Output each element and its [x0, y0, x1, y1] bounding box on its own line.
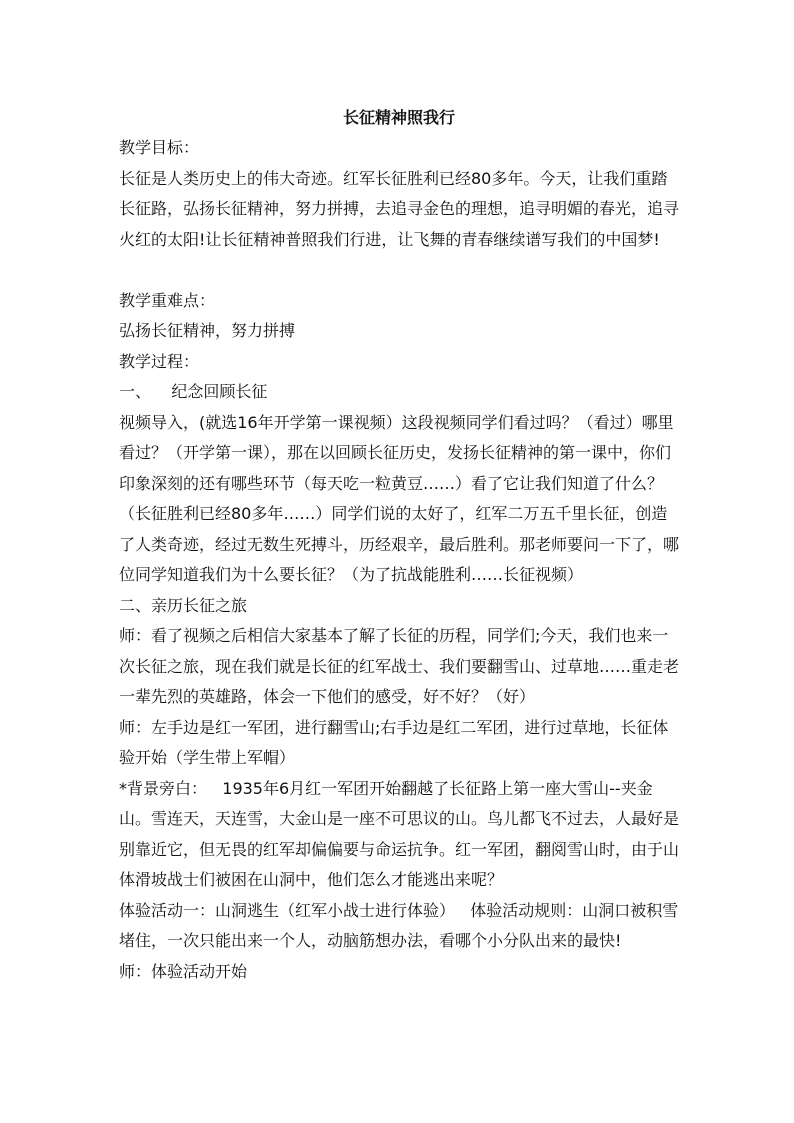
objectives-paragraph: 长征是人类历史上的伟大奇迹。红军长征胜利已经80多年。今天，让我们重踏长征路，弘扬长征精神，努力拼搏，去追寻金色的理想，追寻明媚的春光，追寻火红的太阳!让长征精神普照我们行进，让飞舞的青春继续谱写我们的中国梦! — [119, 168, 680, 249]
section-heading-process: 教学过程： — [119, 351, 200, 371]
key-points-paragraph: 弘扬长征精神，努力拼搏 — [119, 321, 296, 340]
blank-line — [119, 255, 679, 286]
teacher-paragraph-2: 师：左手边是红一军团，进行翻雪山;右手边是红二军团，进行过草地，长征体验开始（学生带上军帽） — [119, 717, 669, 767]
teacher-paragraph-3: 师：体验活动开始 — [119, 961, 248, 981]
subsection-heading-2: 二、亲历长征之旅 — [119, 595, 248, 615]
section-heading-objectives: 教学目标： — [119, 138, 200, 157]
activity-one-paragraph: 体验活动一：山洞逃生（红军小战士进行体验） 体验活动规则：山洞口被积雪堵住，一次只能出来一个人，动脑筋想办法，看哪个小分队出来的最快! — [119, 900, 679, 950]
background-narration-paragraph: *背景旁白： 1935年6月红一军团开始翻越了长征路上第一座大雪山--夹金山。雪连天，天连雪，大金山是一座不可思议的山。鸟儿都飞不过去，人最好是别靠近它，但无畏的红军却偏偏要与命运抗争。红一军团，翻阅雪山时，由于山体滑坡战士们被困在山洞中，他们怎么才能逃出来呢？ — [119, 778, 680, 889]
section-heading-key-points: 教学重难点： — [119, 290, 216, 310]
document-page — [119, 103, 679, 987]
video-intro-paragraph: 视频导入，(就选16年开学第一课视频）这段视频同学们看过吗？（看过）哪里看过？（开学第一课），那在以回顾长征历史，发扬长征精神的第一课中，你们印象深刻的还有哪些环节（每天吃一粒黄豆……）看了它让我们知道了什么？（长征胜利已经80多年……）同学们说的太好了，红军二万五千里长征，创造了人类奇迹，经过无数生死搏斗，历经艰辛，最后胜利。那老师要问一下了，哪位同学知道我们为十么要长征？（为了抗战能胜利……长征视频） — [119, 412, 680, 584]
subsection-heading-1: 一、 纪念回顾长征 — [119, 382, 268, 401]
document-title: 长征精神照我行 — [342, 108, 455, 127]
teacher-paragraph-1: 师：看了视频之后相信大家基本了解了长征的历程，同学们;今天，我们也来一次长征之旅，现在我们就是长征的红军战士、我们要翻雪山、过草地……重走老一辈先烈的英雄路，体会一下他们的感受，好不好？（好） — [119, 626, 680, 706]
